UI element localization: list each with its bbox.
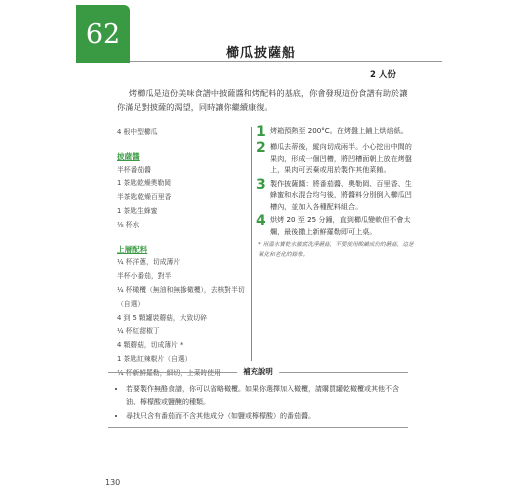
recipe-number: 62 (85, 18, 121, 50)
supplement-item: • 尋找只含有番茄而不含其他成分（如鹽或檸檬酸）的番茄醬。 (126, 410, 408, 423)
step-1 (256, 125, 416, 139)
ingredient-item: 1 茶匙紅辣椒片（自選） (117, 354, 192, 363)
step-number: 3 (256, 176, 266, 193)
column-divider (251, 127, 252, 361)
supplement-heading: 補充說明 (237, 367, 279, 377)
step-2 (256, 141, 416, 176)
ingredient-item: 1 茶匙生蜂蜜 (117, 206, 158, 215)
step-number: 2 (256, 140, 266, 156)
recipe-title: 櫛瓜披薩船 (226, 46, 297, 61)
supplement-bottom-rule (108, 427, 408, 428)
servings: 2 人份 (370, 70, 396, 80)
recipe-intro: 烤櫛瓜是這份美味食譜中披薩醬和烤配料的基底，你會發現這份食譜有助於讓你滿足對披薩的渴望，同時讓你繼續康復。 (117, 88, 408, 112)
step-3 (256, 178, 416, 213)
sauce-heading: 披薩醬 (117, 151, 140, 161)
ingredient-item: 4 根中型櫛瓜 (117, 128, 158, 136)
supplement-list (108, 383, 408, 423)
ingredient-item: 4 顆蘑菇，切成薄片 * (117, 341, 184, 350)
page-number: 130 (105, 478, 121, 487)
step-text: 烤箱預熱至 200°C。在烤盤上鋪上烘焙紙。 (270, 126, 408, 135)
ingredient-item: ¼ 杯洋蔥，切成薄片 (117, 258, 181, 267)
ingredient-item: 半杯小番茄，對半 (117, 272, 172, 281)
footnote: * 用溫水寶乾水激底洗淨蘑菇，不要使用酸鹼成份的蘑菇，這是氧化和老化的錄象。 (258, 242, 414, 258)
ingredient-item: 半茶匙乾燥百里香 (117, 193, 172, 202)
step-number: 1 (256, 124, 266, 140)
ingredient-item: 半杯番茄醬 (117, 165, 151, 174)
ingredient-item: ¼ 杯橄欖（無油和無摻橄欖），去核對半切（自選） (117, 285, 245, 308)
ingredient-item: 4 到 5 顆罐裝蘑菇，大致切碎 (117, 313, 207, 322)
step-number: 4 (256, 213, 266, 229)
ingredients-list (117, 126, 277, 381)
ingredient-item: 1 茶匙乾燥奧勒岡 (117, 179, 172, 188)
recipe-number-tab (76, 5, 130, 63)
step-text: 烘烤 20 至 25 分鐘，直到櫛瓜變軟但不會太爛，最後撒上新鮮羅勒即可上桌。 (270, 215, 411, 236)
step-4 (256, 214, 416, 237)
supplement-item: • 若要製作無酪食譜，你可以省略橄欖。如果你選擇加入橄欖，請購買罐乾橄欖或其他不含油、檸檬酸或鹽醃的種類。 (126, 383, 408, 408)
step-text: 製作披薩醬：將番茄醬、奧勒岡、百里香、生蜂蜜和水混合均勻後，將醬料分別倒入櫛瓜凹槽內，並加入各種配料組合。 (270, 178, 412, 211)
header-rule (130, 61, 442, 62)
topping-heading: 上層配料 (117, 244, 148, 254)
supplement-box (108, 367, 408, 428)
ingredient-item: ⅛ 杯水 (117, 220, 140, 229)
step-text: 櫛瓜去蒂後，縱向切成兩半。小心挖出中間的果肉，形成一個凹槽，將凹槽面朝上放在烤盤上，果肉可丟棄或用於製作其他菜餚。 (270, 142, 412, 174)
ingredient-item: ¼ 杯紅甜椒丁 (117, 327, 160, 336)
instructions (256, 125, 416, 260)
